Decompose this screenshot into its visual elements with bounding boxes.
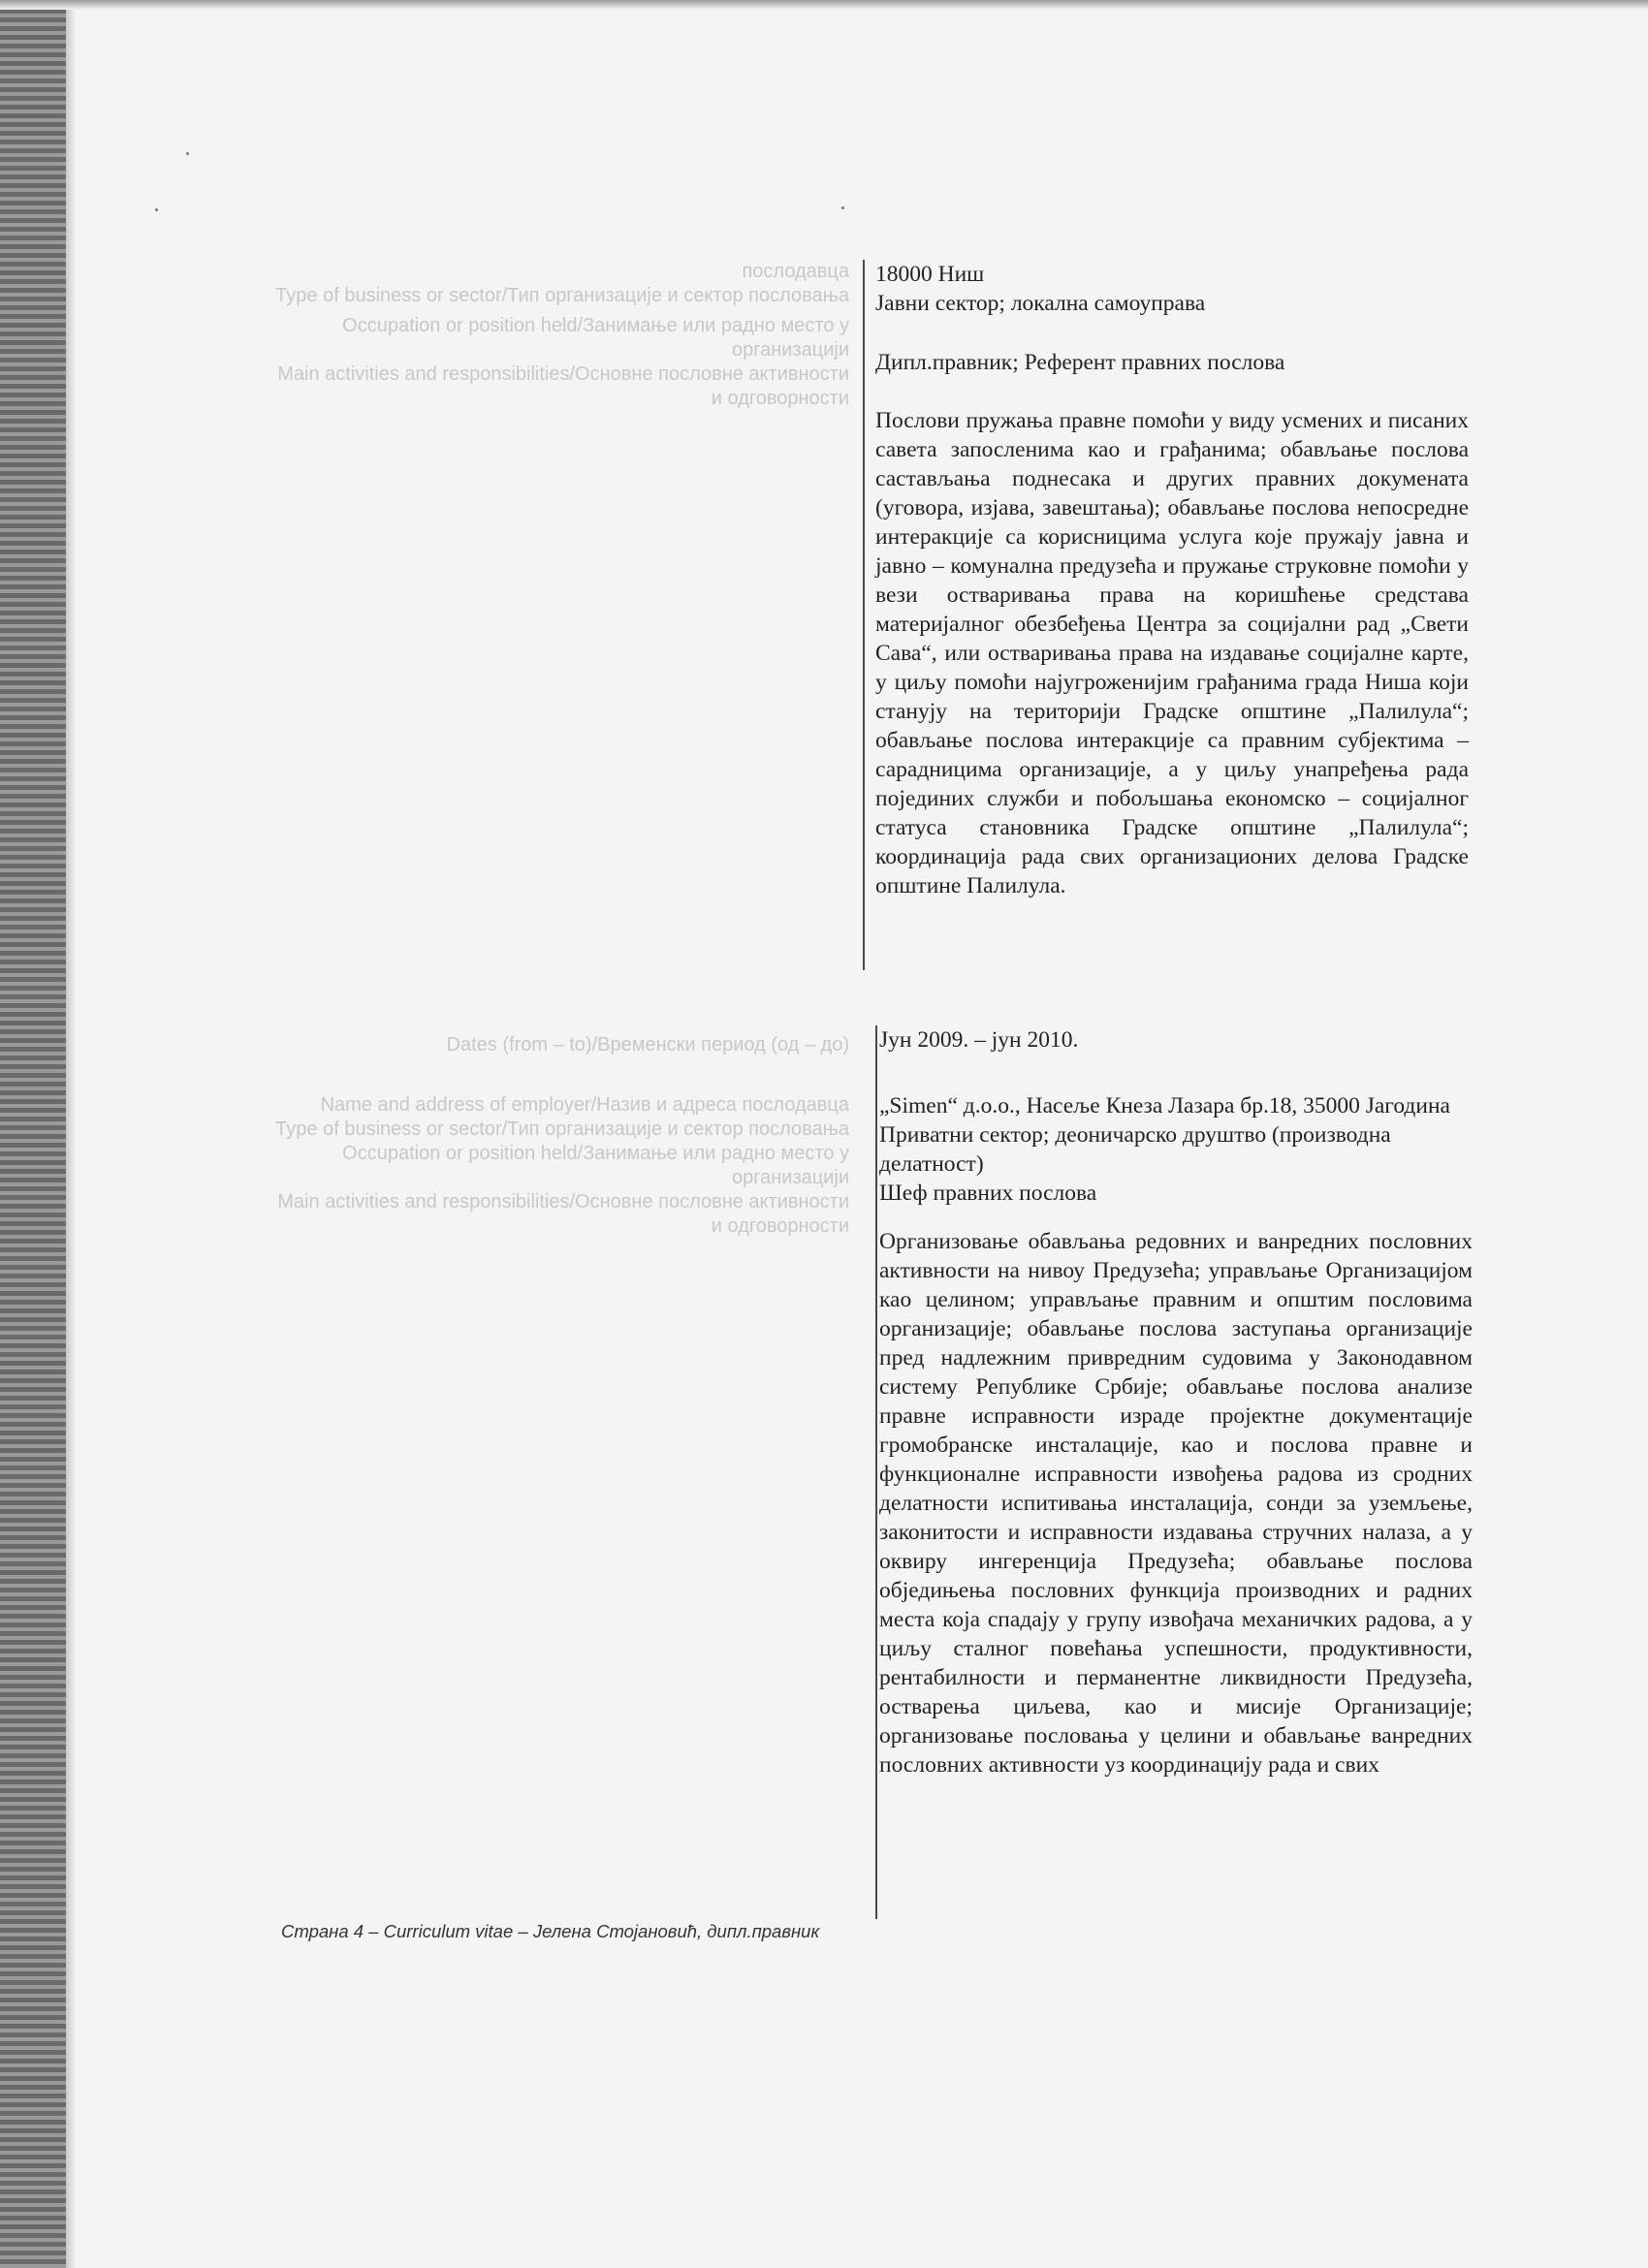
entry-2-labels bbox=[262, 1033, 849, 1239]
entry-2-values bbox=[879, 1025, 1473, 1780]
dust-speck bbox=[155, 208, 158, 211]
label-occupation: Occupation or position held/Занимање или радно место у организацији bbox=[342, 315, 849, 361]
scan-top-shadow bbox=[0, 0, 1648, 10]
scan-edge bbox=[0, 0, 66, 2268]
value-occupation: Дипл.правник; Референт правних послова bbox=[875, 350, 1285, 375]
value-activities: Послови пружања правне помоћи у виду усмених и писаних савета запосленима као и грађанима; обављање послова састављања поднесака и других правних докумената (уговора, изјава, завештања); обављање послова непосредне интеракције са корисницима услуга које пружају јавна и јавно – комунална предузећа и пружање струковне помоћи у вези остваривања права на коришћење средстава материјалног обезбеђења Центра за социјални рад „Свети Сава“, или остваривања права на издавање социјалне карте, у циљу помоћи најугроженијим грађанима града Ниша који станују на територији Градске општине „Палилула“; обављање послова интеракције са правним субјектима – сарадницима организације, а у циљу унапређења рада појединих служби и побољшања економско – социјалног статуса становника Градске општине „Палилула“; координација рада свих организационих делова Градске општине Палилула. bbox=[875, 408, 1469, 898]
dust-speck bbox=[841, 206, 844, 209]
page-footer: Страна 4 – Curriculum vitae – Јелена Стојановић, дипл.правник bbox=[281, 1921, 820, 1941]
label-business-type: Type of business or sector/Тип организације и сектор пословања bbox=[275, 285, 849, 306]
label-dates: Dates (from – to)/Временски период (од – до) bbox=[446, 1034, 849, 1055]
value-business-type: Јавни сектор; локална самоуправа bbox=[875, 291, 1206, 316]
label-employer: Name and address of employer/Назив и адреса послодавца bbox=[320, 1094, 849, 1116]
column-divider bbox=[863, 260, 865, 970]
scan-edge-shadow bbox=[66, 0, 76, 2268]
column-divider bbox=[875, 1025, 877, 1919]
value-dates: Јун 2009. – јун 2010. bbox=[879, 1027, 1079, 1053]
value-business-type: Приватни сектор; деоничарско друштво (производна делатност) bbox=[879, 1122, 1391, 1177]
label-occupation: Occupation or position held/Занимање или радно место у организацији bbox=[342, 1143, 849, 1188]
label-employer-tail: послодавца bbox=[742, 261, 849, 282]
entry-1-labels bbox=[262, 260, 849, 411]
value-occupation: Шеф правних послова bbox=[879, 1181, 1097, 1206]
entry-1-values bbox=[875, 260, 1469, 900]
value-employer: „Simen“ д.о.о., Насеље Кнеза Лазара бр.18, 35000 Јагодина bbox=[879, 1093, 1450, 1118]
value-activities: Организовање обављања редовних и ванредних пословних активности на нивоу Предузећа; управљање Организацијом као целином; управљање правним и општим пословима организације; обављање послова заступања организације пред надлежним привредним судовима у Законодавном систему Републике Србије; обављање послова анализе правне исправности израде пројектне документације громобранске инсталације, као и послова правне и функционалне исправности извођења радова из сродних делатности испитивања инсталација, сонди за уземљење, законитости и исправности издавања стручних налаза, а у оквиру ингеренција Предузећа; обављање послова обједињења пословних функција производних и радних места која спадају у групу извођача механичких радова, а у циљу сталног повећања успешности, продуктивности, рентабилности и перманентне ликвидности Предузећа, остварења циљева, као и мисије Организације; организовање пословања у целини и обављање ванредних пословних активности уз координацију рада и свих bbox=[879, 1229, 1473, 1778]
label-activities: Main activities and responsibilities/Основне пословне активности и одговорности bbox=[277, 363, 849, 409]
value-employer-tail: 18000 Ниш bbox=[875, 262, 985, 287]
label-business-type: Type of business or sector/Тип организације и сектор пословања bbox=[275, 1118, 849, 1140]
dust-speck bbox=[186, 152, 189, 155]
label-activities: Main activities and responsibilities/Основне пословне активности и одговорности bbox=[277, 1191, 849, 1237]
